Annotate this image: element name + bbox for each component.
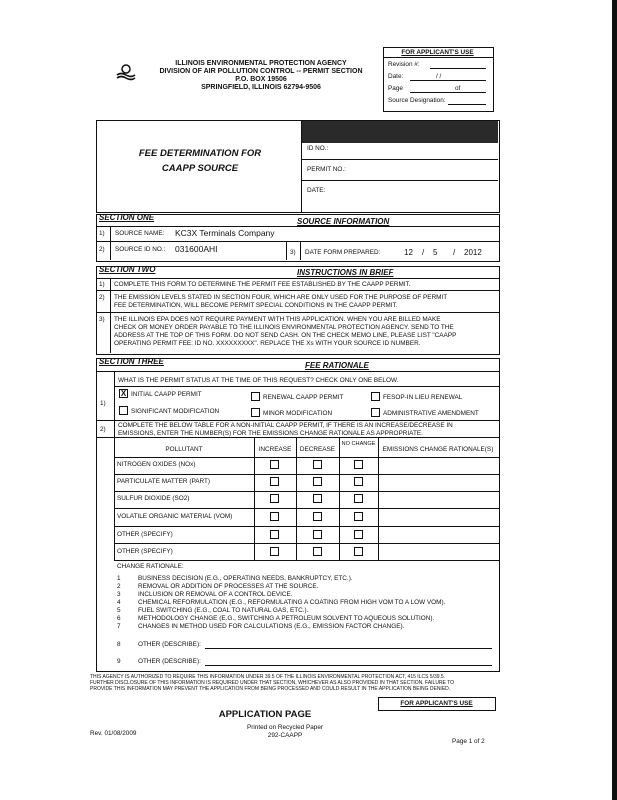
q1-num-s3: 1) (100, 400, 106, 407)
section-two-label: SECTION TWO (99, 265, 156, 274)
significant-modification-checkbox[interactable] (119, 406, 128, 415)
other2-decrease-checkbox[interactable] (313, 547, 322, 556)
source-name-value[interactable]: KC3X Terminals Company (175, 228, 275, 238)
date-prepared-year[interactable]: 2012 (464, 248, 482, 257)
other-describe-1-field[interactable] (205, 648, 492, 649)
date-separators: / / (436, 73, 442, 80)
page-number: Page 1 of 2 (452, 738, 485, 745)
date-prepared-label: DATE FORM PREPARED: (305, 249, 381, 256)
initial-caapp-checkbox[interactable]: X (120, 389, 127, 398)
agency-permit-no-label: PERMIT NO.: (307, 166, 346, 173)
other1-decrease-checkbox[interactable] (313, 530, 322, 539)
agency-date-label: DATE: (307, 187, 326, 194)
other-describe-2-field[interactable] (205, 665, 492, 666)
date-prepared-month[interactable]: 12 (404, 248, 413, 257)
part-no-change-checkbox[interactable] (354, 477, 363, 486)
option-administrative-amendment: ADMINISTRATIVE AMENDMENT (383, 410, 479, 417)
other-describe-2-label: OTHER (DESCRIBE): (138, 658, 201, 665)
scan-edge (612, 0, 617, 800)
form-title-line-2: CAAPP SOURCE (161, 163, 239, 174)
table-instruction-line-2: EMISSIONS, ENTER THE NUMBER(S) FOR THE EMISSIONS CHANGE RATIONALE AS APPROPRIATE. (118, 430, 423, 437)
q2-num-s3: 2) (100, 426, 106, 433)
agency-line-1: ILLINOIS ENVIRONMENTAL PROTECTION AGENCY (175, 60, 347, 67)
table-row: VOLATILE ORGANIC MATERIAL (VOM) (117, 513, 233, 520)
list-item: METHODOLOGY CHANGE (E.G., SWITCHING A PETROLEUM SOLVENT TO AQUEOUS SOLUTION). (138, 615, 435, 622)
source-designation-label: Source Designation: (388, 97, 446, 104)
list-item: FUEL SWITCHING (E.G., COAL TO NATURAL GAS, ETC.). (138, 607, 309, 614)
so2-increase-checkbox[interactable] (270, 494, 279, 503)
date-label: Date: (388, 73, 404, 80)
table-row: PARTICULATE MATTER (PART) (117, 478, 211, 485)
source-id-value[interactable]: 031600AHI (175, 244, 218, 254)
section-one-label: SECTION ONE (99, 213, 155, 222)
other1-no-change-checkbox[interactable] (354, 530, 363, 539)
printed-on-recycled: Printed on Recycled Paper (246, 724, 324, 731)
option-initial-caapp: INITIAL CAAPP PERMIT (131, 391, 202, 398)
section-three-title: FEE RATIONALE (305, 361, 369, 370)
list-item: INCLUSION OR REMOVAL OF A CONTROL DEVICE. (138, 591, 293, 598)
permit-status-question: WHAT IS THE PERMIT STATUS AT THE TIME OF THIS REQUEST? CHECK ONLY ONE BELOW. (118, 377, 399, 384)
vom-decrease-checkbox[interactable] (313, 512, 322, 521)
option-renewal-caapp: RENEWAL CAAPP PERMIT (263, 394, 344, 401)
option-minor-modification: MINOR MODIFICATION (263, 410, 333, 417)
date-sep-1: / (422, 248, 425, 257)
nox-increase-checkbox[interactable] (270, 460, 279, 469)
form-number: 292-CAAPP (267, 732, 303, 739)
q3-num: 3) (290, 249, 296, 256)
other-describe-1-label: OTHER (DESCRIBE): (138, 641, 201, 648)
section-three-label: SECTION THREE (99, 357, 164, 366)
other2-increase-checkbox[interactable] (270, 547, 279, 556)
table-row: OTHER (SPECIFY) (117, 548, 173, 555)
section-two-title: INSTRUCTIONS IN BRIEF (297, 268, 394, 277)
header-increase: INCREASE (258, 446, 292, 453)
header-no-change: NO CHANGE (341, 441, 376, 447)
agency-line-2: DIVISION OF AIR POLLUTION CONTROL -- PERMIT SECTION (159, 68, 363, 75)
agency-line-3: P.O. BOX 19506 (235, 76, 287, 83)
source-name-label: SOURCE NAME: (115, 230, 165, 237)
page-of-label: of (455, 85, 461, 92)
part-increase-checkbox[interactable] (270, 477, 279, 486)
source-id-label: SOURCE ID NO.: (115, 246, 166, 253)
application-page-label: APPLICATION PAGE (218, 709, 312, 720)
renewal-caapp-checkbox[interactable] (251, 392, 260, 401)
nox-decrease-checkbox[interactable] (313, 460, 322, 469)
option-fesop-renewal: FESOP-IN LIEU RENEWAL (383, 394, 463, 401)
page-label: Page (388, 85, 403, 92)
list-item: BUSINESS DECISION (E.G., OPERATING NEEDS, BANKRUPTCY, ETC.). (138, 575, 353, 582)
table-row: NITROGEN OXIDES (NOx) (117, 461, 196, 468)
agency-line-4: SPRINGFIELD, ILLINOIS 62794-9506 (201, 84, 321, 91)
table-row: OTHER (SPECIFY) (117, 531, 173, 538)
so2-no-change-checkbox[interactable] (354, 494, 363, 503)
other2-no-change-checkbox[interactable] (354, 547, 363, 556)
agency-shaded-bar (302, 121, 498, 143)
q1-num: 1) (99, 230, 105, 237)
table-row: SULFUR DIOXIDE (SO2) (117, 495, 190, 502)
header-rationale: EMISSIONS CHANGE RATIONALE(S) (382, 446, 494, 453)
disclaimer: THIS AGENCY IS AUTHORIZED TO REQUIRE THIS INFORMATION UNDER 39.5 OF THE ILLINOIS ENVIRONMENTAL PROTECTION ACT, 415 ILCS 5/39.5. FURTHER DISCLOSURE OF THIS INFORMATION IS REQUIRED UNDER THAT SECTION, WHICHEVER AS ALSO PROVIDED IN THAT SECTION. FAILURE TO PROVIDE THIS INFORMATION MAY PREVENT THE APPLICATION FROM BEING PROCESSED AND COULD RESULT IN THE APPLICATION BEING DENIED. (90, 674, 455, 692)
change-rationale-title: CHANGE RATIONALE: (117, 563, 184, 570)
so2-decrease-checkbox[interactable] (313, 494, 322, 503)
administrative-amendment-checkbox[interactable] (371, 408, 380, 417)
fesop-renewal-checkbox[interactable] (371, 392, 380, 401)
revision-date: Rev. 01/08/2009 (90, 730, 137, 737)
other1-increase-checkbox[interactable] (270, 530, 279, 539)
table-instruction-line-1: COMPLETE THE BELOW TABLE FOR A NON-INITIAL CAAPP PERMIT, IF THERE IS AN INCREASE/DECREASE IN (118, 422, 453, 429)
applicant-use-bottom-title: FOR APPLICANT'S USE (400, 700, 473, 707)
agency-id-no-label: ID NO.: (307, 145, 329, 152)
list-item: CHANGES IN METHOD USED FOR CALCULATIONS (E.G., EMISSION FACTOR CHANGE). (138, 623, 405, 630)
list-item: REMOVAL OR ADDITION OF PROCESSES AT THE SOURCE. (138, 583, 319, 590)
vom-increase-checkbox[interactable] (270, 512, 279, 521)
minor-modification-checkbox[interactable] (251, 408, 260, 417)
form-title-line-1: FEE DETERMINATION FOR (138, 148, 262, 159)
option-significant-modification: SIGNIFICANT MODIFICATION (131, 408, 220, 415)
illinois-epa-logo-icon (116, 63, 136, 81)
revision-label: Revision #: (388, 61, 420, 68)
vom-no-change-checkbox[interactable] (354, 512, 363, 521)
section-one-title: SOURCE INFORMATION (297, 217, 390, 226)
list-item: CHEMICAL REFORMULATION (E.G., REFORMULATING A COATING FROM HIGH VOM TO A LOW VOM). (138, 599, 446, 606)
part-decrease-checkbox[interactable] (313, 477, 322, 486)
applicant-use-title: FOR APPLICANT'S USE (401, 49, 474, 56)
header-pollutant: POLLUTANT (165, 446, 203, 453)
nox-no-change-checkbox[interactable] (354, 460, 363, 469)
date-prepared-day[interactable]: 5 (433, 248, 438, 257)
header-decrease: DECREASE (299, 446, 336, 453)
q2-num: 2) (99, 246, 105, 253)
date-sep-2: / (453, 248, 456, 257)
